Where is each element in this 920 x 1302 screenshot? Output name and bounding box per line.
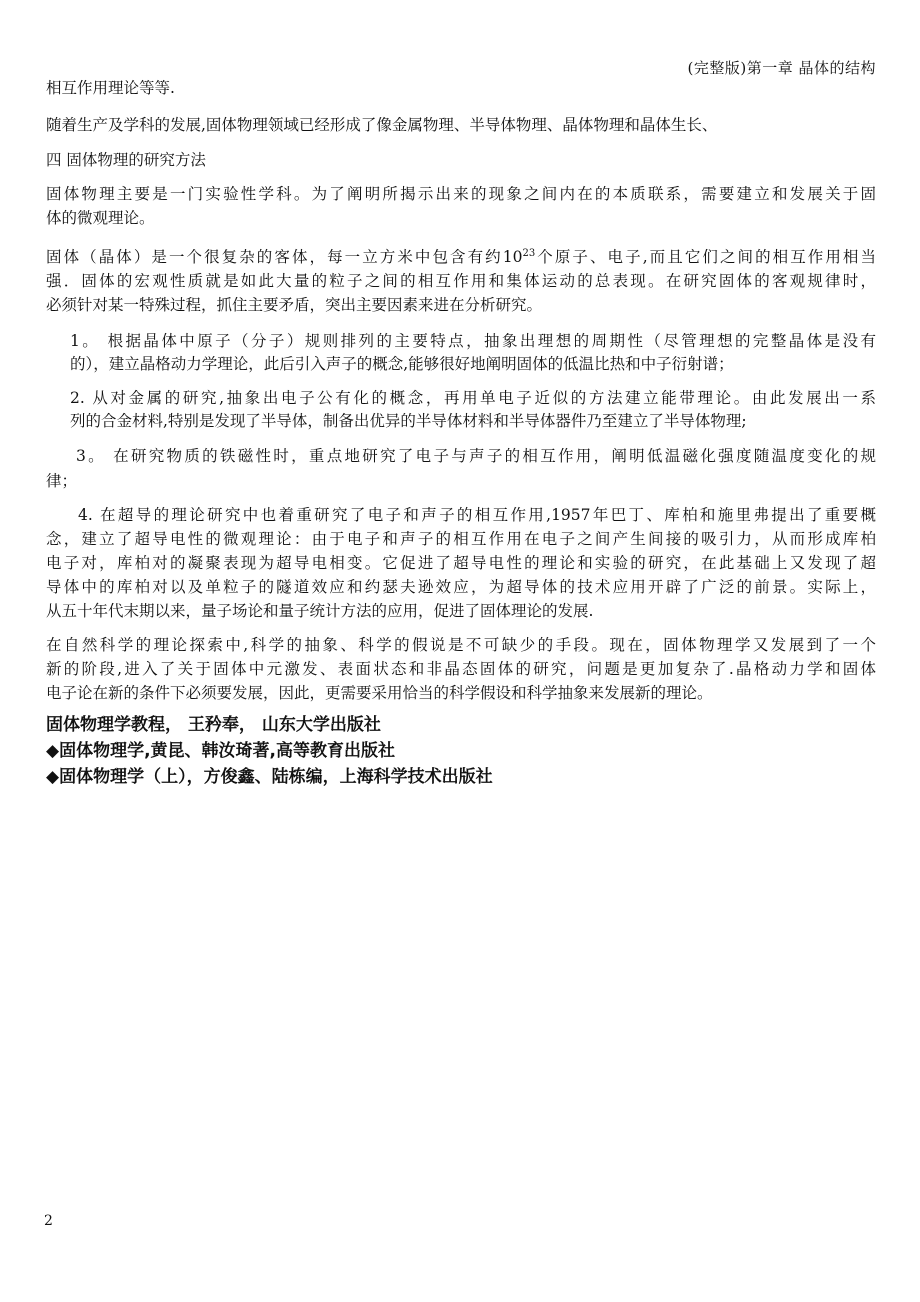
list-item-line: 4. 在超导的理论研究中也着重研究了电子和声子的相互作用,1957年巴丁、库柏和施里弗提出了重要概	[78, 506, 876, 524]
text-fragment: 个原子、电子,而且它们之间的相互作用相当	[535, 248, 876, 266]
text-line: 在自然科学的理论探索中,科学的抽象、科学的假说是不可缺少的手段。现在，固体物理学又发展到了一个	[46, 636, 876, 654]
text-line: 随着生产及学科的发展,固体物理领域已经形成了像金属物理、半导体物理、晶体物理和晶体生长、	[46, 116, 718, 134]
text-line: 从五十年代末期以来，量子场论和量子统计方法的应用，促进了固体理论的发展.	[46, 602, 594, 620]
list-item-line: 列的合金材料,特别是发现了半导体，制备出优异的半导体材料和半导体器件乃至建立了半导体物理;	[70, 412, 747, 430]
text-line: 导体中的库柏对以及单粒子的隧道效应和约瑟夫逊效应，为超导体的技术应用开辟了广泛的前景。实际上，	[46, 578, 876, 596]
list-item-line: 2. 从对金属的研究,抽象出电子公有化的概念，再用单电子近似的方法建立能带理论。由此发展出一系	[70, 389, 876, 407]
text-line: 体的微观理论。	[46, 209, 155, 227]
list-item-line: 律；	[46, 472, 78, 490]
list-item-line: 1。 根据晶体中原子（分子）规则排列的主要特点，抽象出理想的周期性（尽管理想的完整晶体是没有	[70, 332, 876, 350]
text-line: 必须针对某一特殊过程，抓住主要矛盾，突出主要因素来进在分析研究。	[46, 296, 543, 314]
text-line: 强．固体的宏观性质就是如此大量的粒子之间的相互作用和集体运动的总表现。在研究固体的客观规律时，	[46, 272, 876, 290]
section-heading: 四 固体物理的研究方法	[46, 151, 206, 169]
text-line: 新的阶段,进入了关于固体中元激发、表面状态和非晶态固体的研究，问题是更加复杂了.晶格动力学和固体	[46, 660, 876, 678]
reference-item: ◆固体物理学（上），方俊鑫、陆栋编，上海科学技术出版社	[46, 767, 493, 787]
page-number: 2	[44, 1213, 53, 1229]
text-line: 电子论在新的条件下必须要发展，因此，更需要采用恰当的科学假设和科学抽象来发展新的理论。	[46, 684, 713, 702]
list-item-line: 的），建立晶格动力学理论，此后引入声子的概念,能够很好地阐明固体的低温比热和中子衍射谱；	[70, 355, 734, 373]
text-line: 电子对，库柏对的凝聚表现为超导电相变。它促进了超导电性的理论和实验的研究，在此基础上又发现了超	[46, 554, 876, 572]
text-line: 相互作用理论等等.	[46, 79, 175, 97]
text-fragment: 固体（晶体）是一个很复杂的客体，每一立方米中包含有约10	[46, 248, 523, 266]
reference-item: 固体物理学教程， 王矜奉， 山东大学出版社	[46, 715, 381, 735]
text-line: 固体物理主要是一门实验性学科。为了阐明所揭示出来的现象之间内在的本质联系，需要建立和发展关于固	[46, 185, 876, 203]
superscript: 23	[522, 247, 536, 259]
list-item-line: 3。 在研究物质的铁磁性时，重点地研究了电子与声子的相互作用，阐明低温磁化强度随温度变化的规	[76, 447, 876, 465]
reference-item: ◆固体物理学,黄昆、韩汝琦著,高等教育出版社	[46, 741, 395, 761]
running-header: (完整版)第一章 晶体的结构	[687, 59, 876, 77]
text-line: 念，建立了超导电性的微观理论：由于电子和声子的相互作用在电子之间产生间接的吸引力，从而形成库柏	[46, 530, 876, 548]
